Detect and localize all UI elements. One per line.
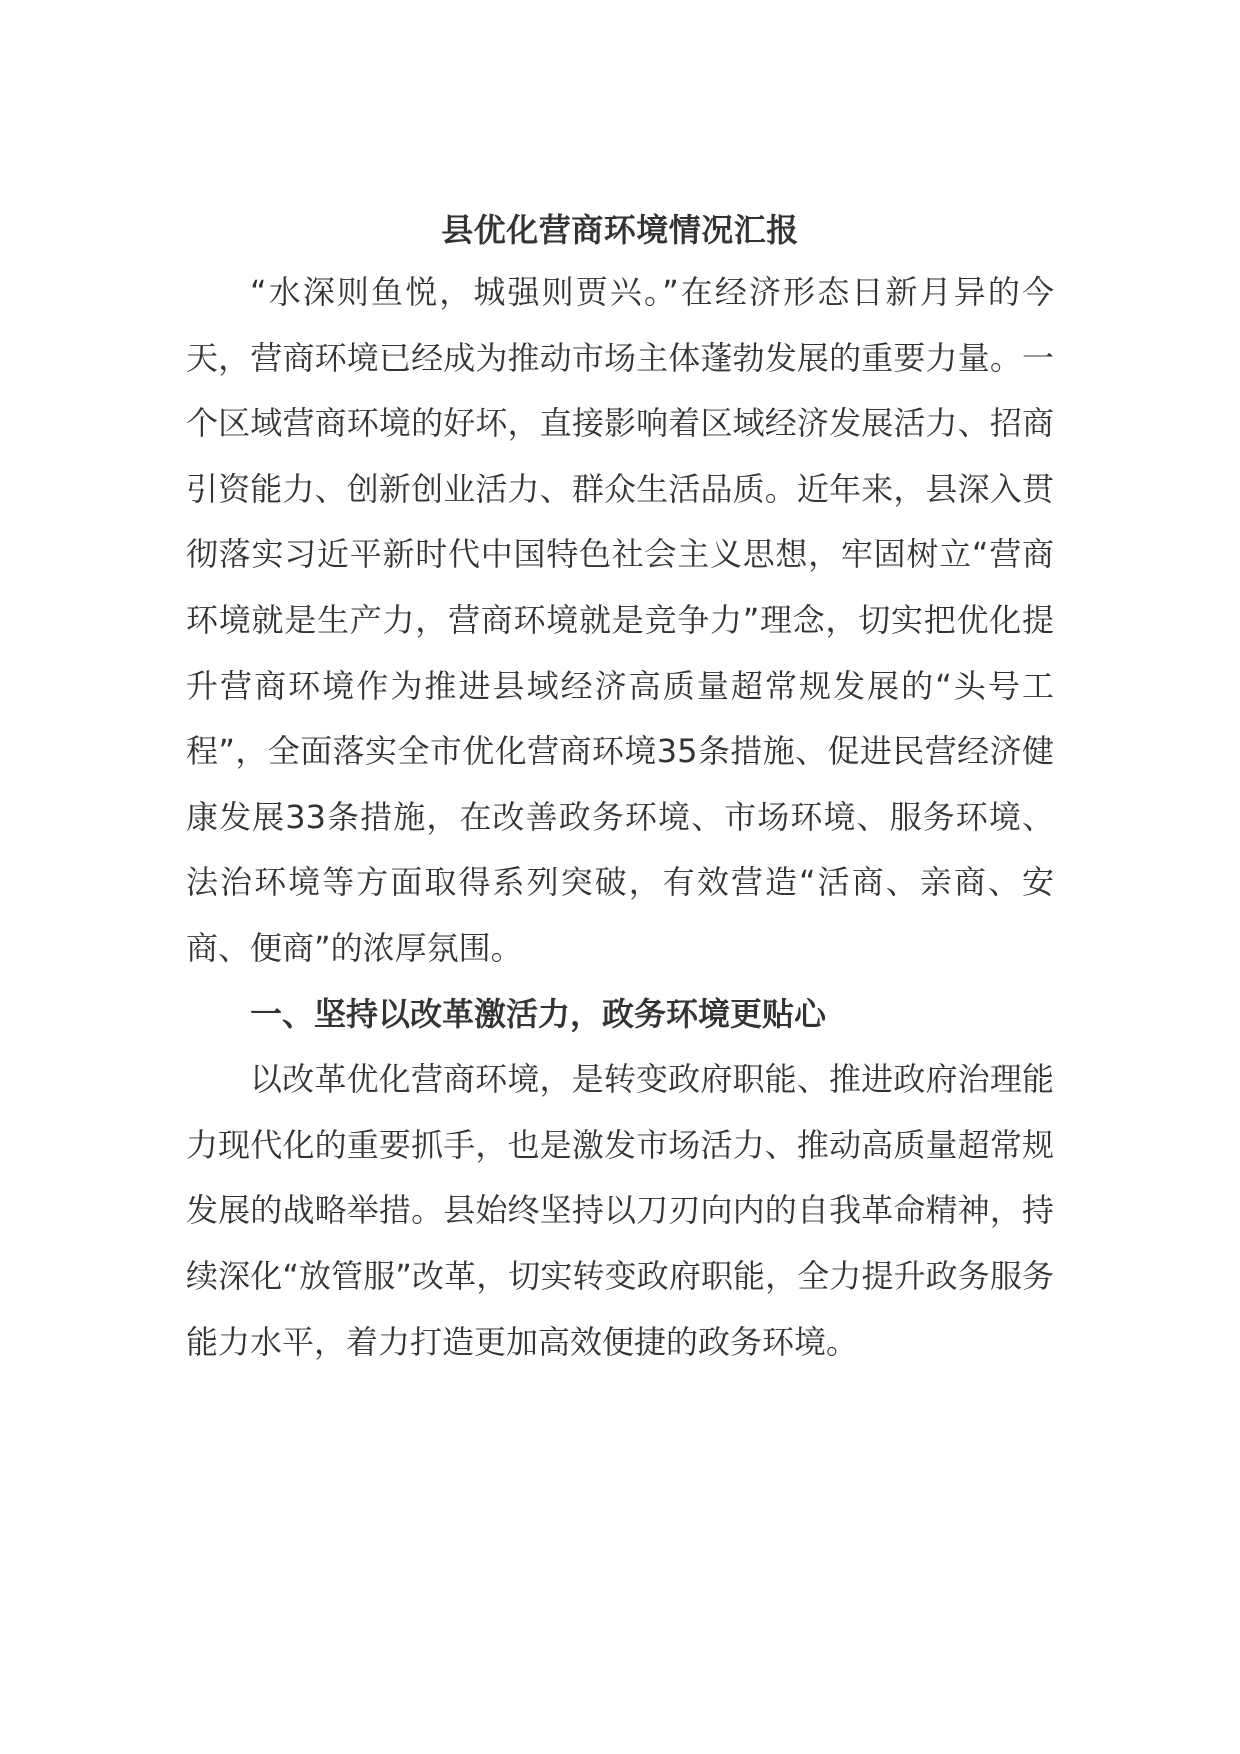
document-title: 县优化营商环境情况汇报: [441, 211, 799, 249]
section-1-paragraph: 以改革优化营商环境，是转变政府职能、推进政府治理能力现代化的重要抓手，也是激发市场活力、推动高质量超常规发展的战略举措。县始终坚持以刀刃向内的自我革命精神，持续深化“放管服”改革，切实转变政府职能，全力提升政务服务能力水平，着力打造更加高效便捷的政务环境。: [186, 1060, 1054, 1361]
document-body: [186, 200, 1054, 1375]
section-1-heading: 一、坚持以改革激活力，政务环境更贴心: [250, 994, 827, 1033]
intro-paragraph: “水深则鱼悦，城强则贾兴。”在经济形态日新月异的今天，营商环境已经成为推动市场主体蓬勃发展的重要力量。一个区域营商环境的好坏，直接影响着区域经济发展活力、招商引资能力、创新创业活力、群众生活品质。近年来，县深入贯彻落实习近平新时代中国特色社会主义思想，牢固树立“营商环境就是生产力，营商环境就是竞争力”理念，切实把优化提升营商环境作为推进县域经济高质量超常规发展的“头号工程”，全面落实全市优化营商环境35条措施、促进民营经济健康发展33条措施，在改善政务环境、市场环境、服务环境、法治环境等方面取得系列突破，有效营造“活商、亲商、安商、便商”的浓厚氛围。: [186, 273, 1054, 967]
